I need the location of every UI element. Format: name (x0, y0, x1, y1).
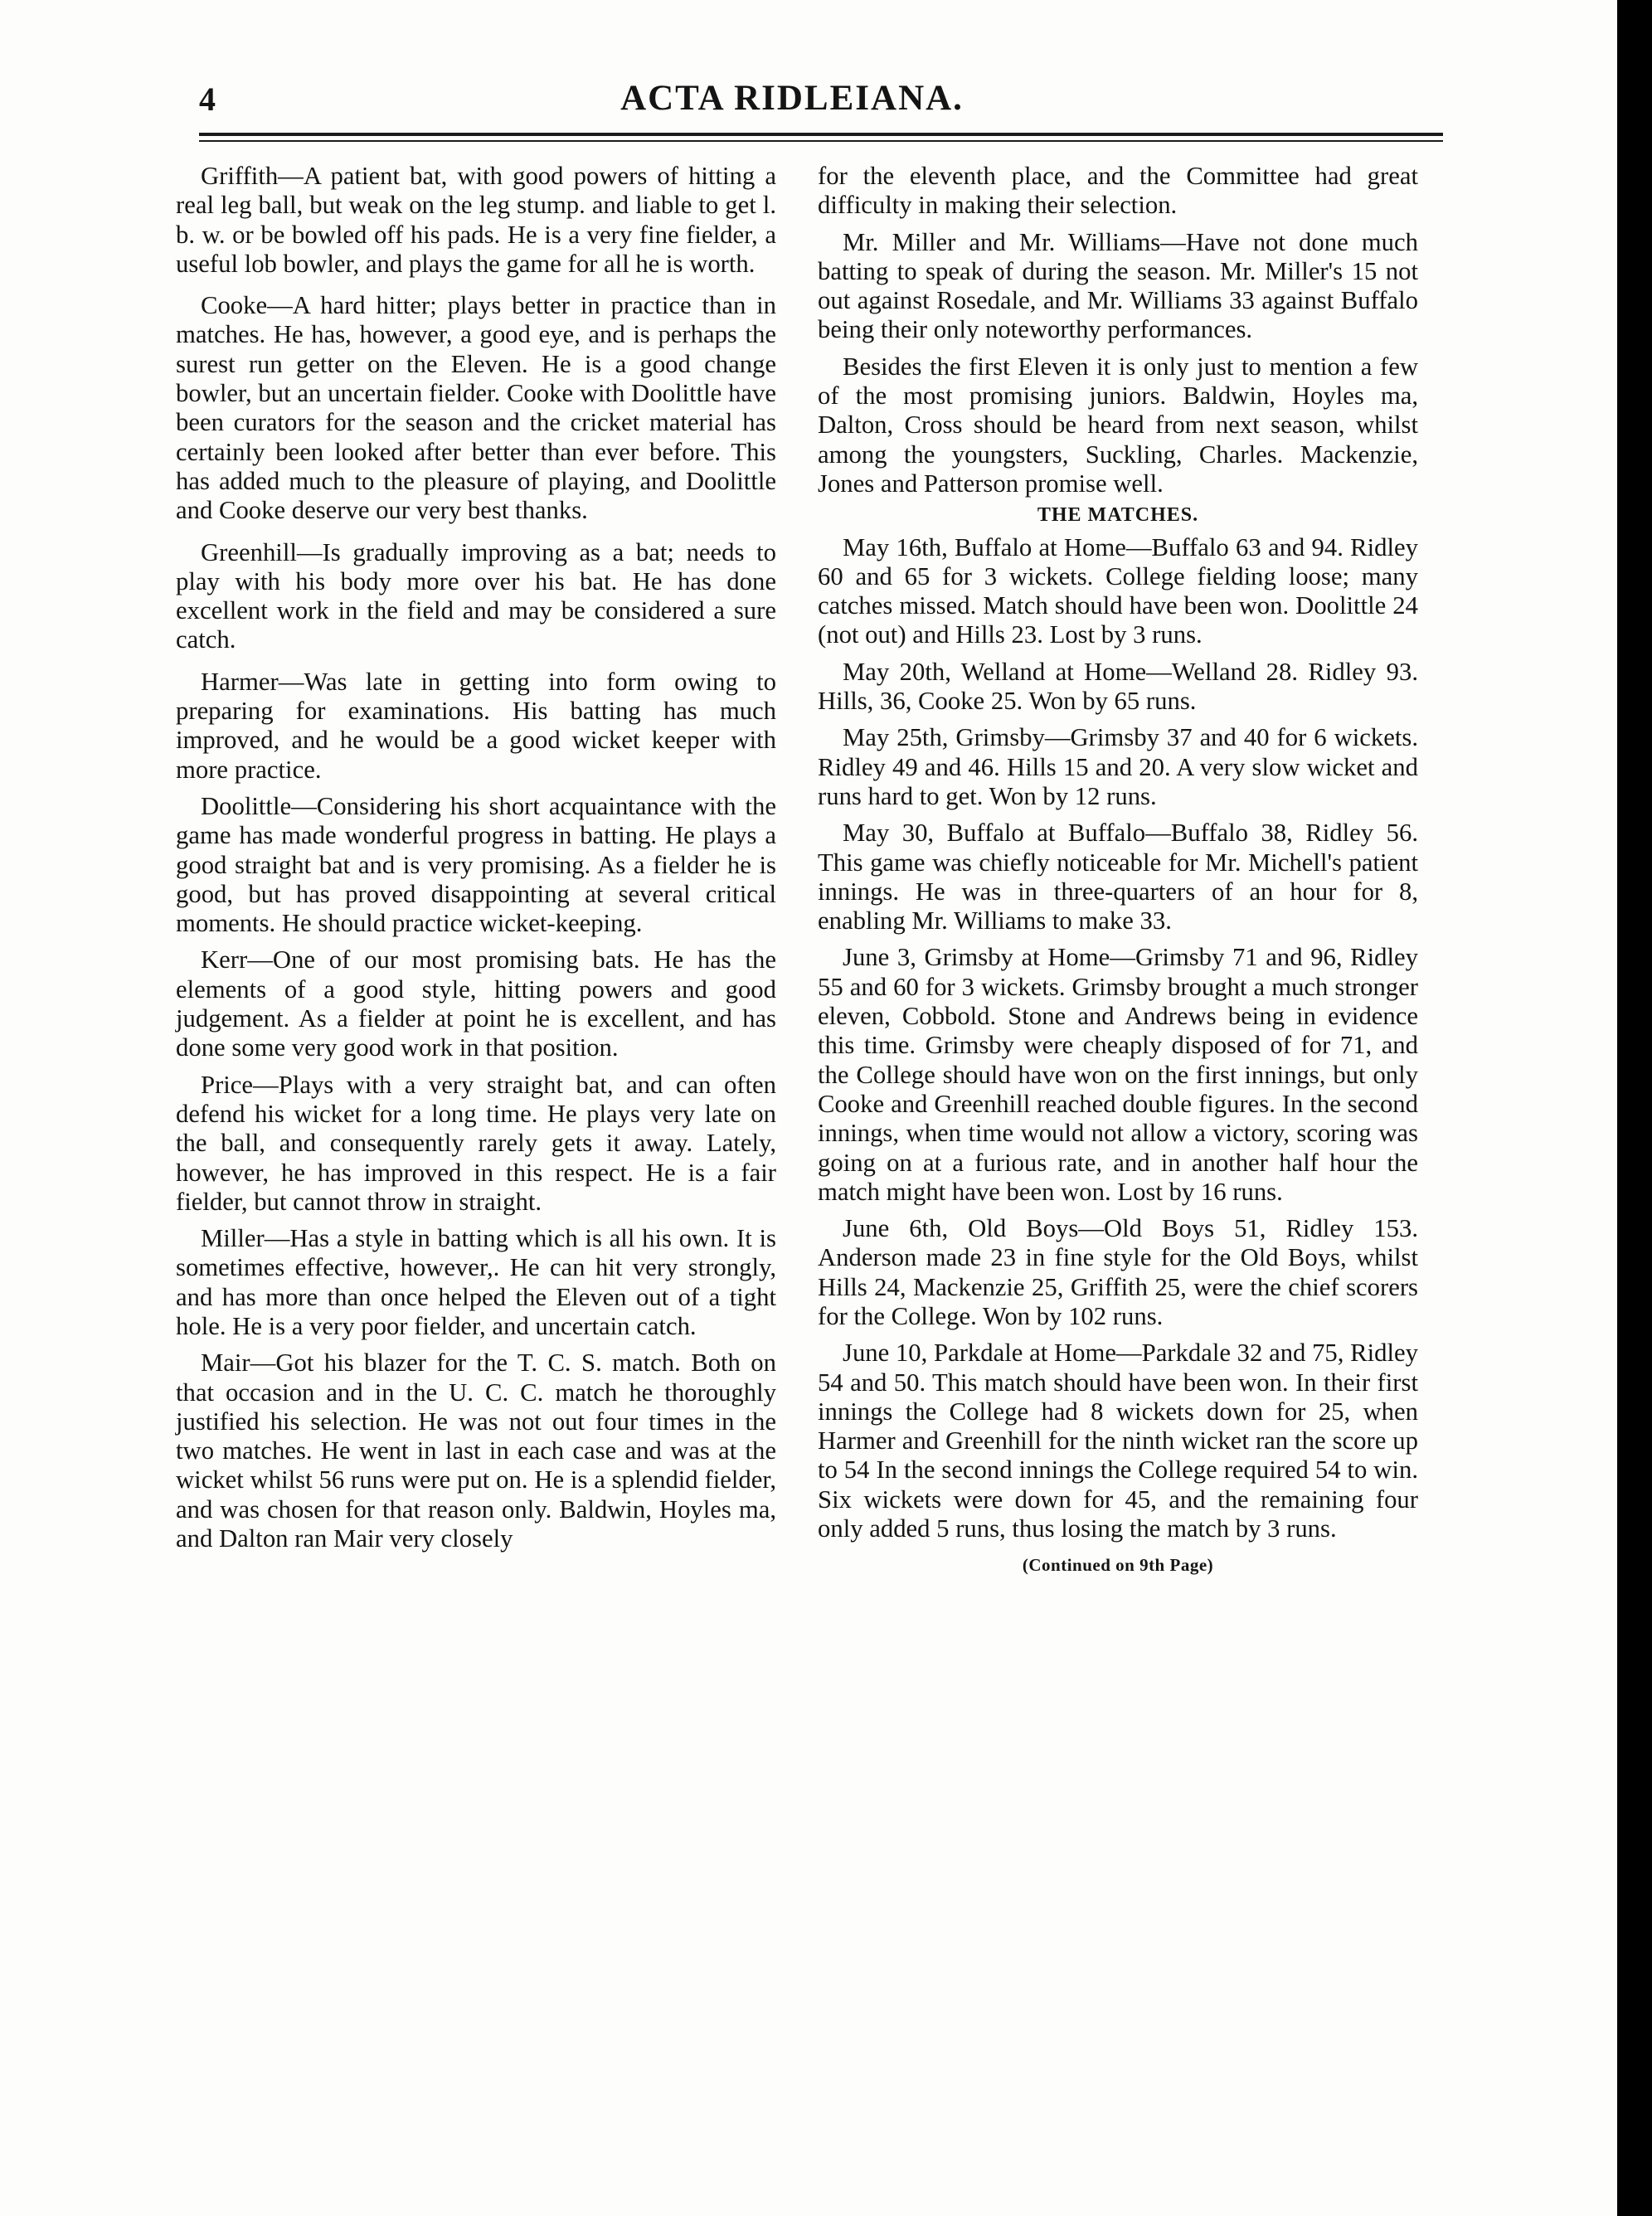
right-column (818, 162, 1418, 1581)
match-report: June 3, Grimsby at Home—Grimsby 71 and 96, Ridley 55 and 60 for 3 wickets. Grimsby brought a much stronger eleven, Cobbold. Stone and Andrews being in evidence this time. Grimsby were cheaply disposed of for 71, and the College should have won on the first innings, but only Cooke and Greenhill reached double figures. In the second innings, when time would not allow a victory, scoring was going on at a furious rate, and in another half hour the match might have been won. Lost by 16 runs. (818, 943, 1418, 1206)
match-report: May 16th, Buffalo at Home—Buffalo 63 and 94. Ridley 60 and 65 for 3 wickets. College fielding loose; many catches missed. Match should have been won. Doolittle 24 (not out) and Hills 23. Lost by 3 runs. (818, 532, 1418, 649)
match-report: May 25th, Grimsby—Grimsby 37 and 40 for 6 wickets. Ridley 49 and 46. Hills 15 and 20. A very slow wicket and runs hard to get. Won by 12 runs. (818, 723, 1418, 810)
scan-edge (1617, 0, 1652, 2216)
header-rule-thin (199, 140, 1443, 142)
matches-heading: THE MATCHES. (1037, 504, 1199, 527)
player-report-harmer: Harmer—Was late in getting into form owing to preparing for examinations. His batting has much improved, and he would be a good wicket keeper with more practice. (176, 667, 776, 784)
running-head-title: ACTA RIDLEIANA. (620, 79, 964, 118)
left-column (176, 162, 776, 1561)
page-number: 4 (199, 80, 216, 118)
masters-report: Mr. Miller and Mr. Williams—Have not done much batting to speak of during the season. Mr. Miller's 15 not out against Rosedale, and Mr. Williams 33 against Buffalo being their only noteworthy performances. (818, 227, 1418, 344)
player-report-doolittle: Doolittle—Considering his short acquaintance with the game has made wonderful progress in batting. He plays a good straight bat and is very promising. As a fielder he is good, but has proved disappointing at several critical moments. He should practice wicket-keeping. (176, 791, 776, 938)
player-report-griffith: Griffith—A patient bat, with good powers of hitting a real leg ball, but weak on the leg stump. and liable to get l. b. w. or be bowled off his pads. He is a very fine fielder, a useful lob bowler, and plays the game for all he is worth. (176, 162, 776, 278)
player-report-mair: Mair—Got his blazer for the T. C. S. match. Both on that occasion and in the U. C. C. match he thoroughly justified his selection. He was not out four times in the two matches. He went in last in each case and was at the wicket whilst 56 runs were put on. He is a splendid fielder, and was chosen for that reason only. Baldwin, Hoyles ma, and Dalton ran Mair very closely (176, 1349, 776, 1553)
match-report: June 6th, Old Boys—Old Boys 51, Ridley 153. Anderson made 23 in fine style for the Old Boys, whilst Hills 24, Mackenzie 25, Griffith 25, were the chief scorers for the College. Won by 102 runs. (818, 1214, 1418, 1330)
player-report-price: Price—Plays with a very straight bat, and can often defend his wicket for a long time. He plays very late on the ball, and consequently rarely gets it away. Lately, however, he has improved in this respect. He is a fair fielder, but cannot throw in straight. (176, 1070, 776, 1216)
player-report-miller: Miller—Has a style in batting which is all his own. It is sometimes effective, however,. He can hit very strongly, and has more than once helped the Eleven out of a tight hole. He is a very poor fielder, and uncertain catch. (176, 1224, 776, 1340)
juniors-paragraph: Besides the first Eleven it is only just to mention a few of the most promising juniors. Baldwin, Hoyles ma, Dalton, Cross should be heard from next season, whilst among the youngsters, Suckling, Charles. Mackenzie, Jones and Patterson promise well. (818, 352, 1418, 498)
continued-paragraph: for the eleventh place, and the Committee had great difficulty in making their selection. (818, 162, 1418, 220)
continuation-note: (Continued on 9th Page) (1022, 1555, 1214, 1576)
header-rule-thick (199, 133, 1443, 136)
player-report-kerr: Kerr—One of our most promising bats. He has the elements of a good style, hitting powers and good judgement. As a fielder at point he is excellent, and has done some very good work in that position. (176, 945, 776, 1062)
match-report: May 30, Buffalo at Buffalo—Buffalo 38, Ridley 56. This game was chiefly noticeable for Mr. Michell's patient innings. He was in three-quarters of an hour for 8, enabling Mr. Williams to make 33. (818, 819, 1418, 935)
match-report: June 10, Parkdale at Home—Parkdale 32 and 75, Ridley 54 and 50. This match should have been won. In their first innings the College had 8 wickets down for 25, when Harmer and Greenhill for the ninth wicket ran the score up to 54 In the second innings the College required 54 to win. Six wickets were down for 45, and the remaining four only added 5 runs, thus losing the match by 3 runs. (818, 1339, 1418, 1543)
player-report-cooke: Cooke—A hard hitter; plays better in practice than in matches. He has, however, a good eye, and is perhaps the surest run getter on the Eleven. He is a good change bowler, but an uncertain fielder. Cooke with Doolittle have been curators for the season and the cricket material has certainly been looked after better than ever before. This has added much to the pleasure of playing, and Doolittle and Cooke deserve our very best thanks. (176, 291, 776, 525)
match-report: May 20th, Welland at Home—Welland 28. Ridley 93. Hills, 36, Cooke 25. Won by 65 runs. (818, 657, 1418, 716)
player-report-greenhill: Greenhill—Is gradually improving as a bat; needs to play with his body more over his bat. He has done excellent work in the field and may be considered a sure catch. (176, 537, 776, 654)
